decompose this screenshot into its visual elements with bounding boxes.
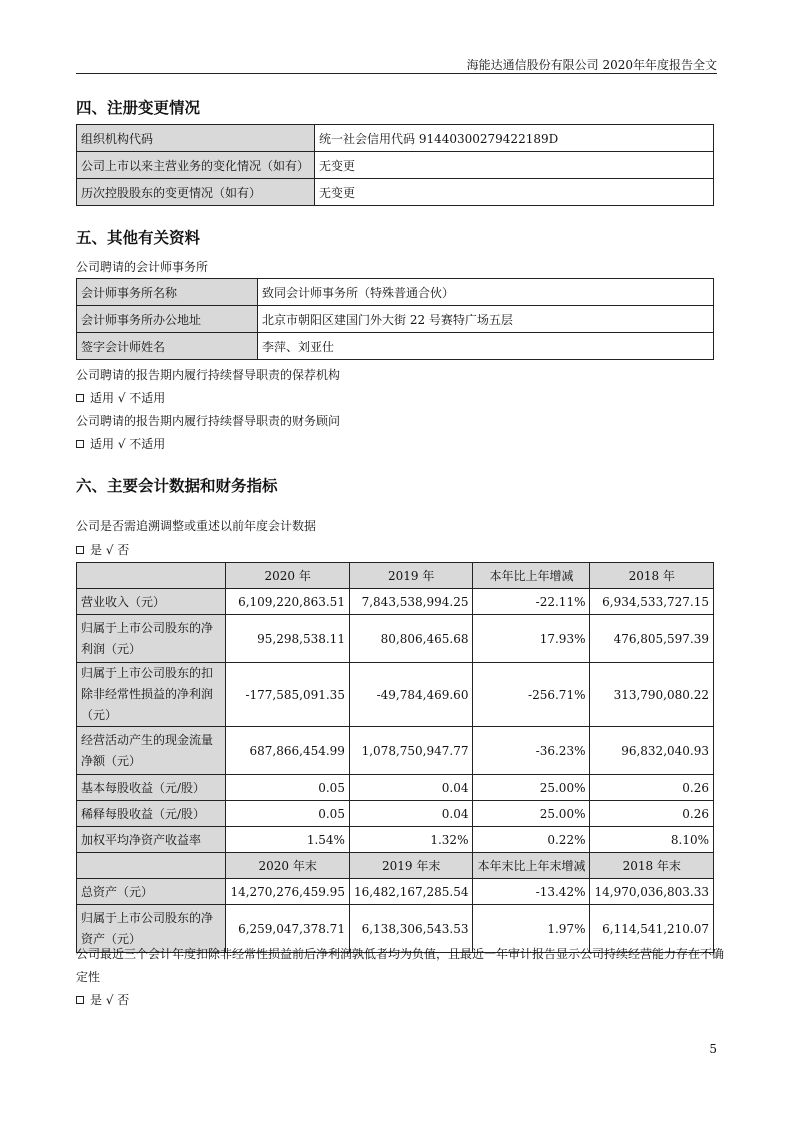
restate-question: 公司是否需追溯调整或重述以前年度会计数据 [76, 519, 317, 533]
checkbox-icon [76, 996, 84, 1004]
table-row [77, 727, 714, 775]
table-row [77, 663, 714, 727]
restate-answer [76, 541, 129, 558]
row-label: 签字会计师姓名 [77, 333, 258, 360]
header-cell: 2020 年末 [226, 853, 350, 879]
cell-change: 0.22% [473, 827, 590, 853]
header-cell: 2018 年末 [590, 853, 714, 879]
row-label: 归属于上市公司股东的扣除非经常性损益的净利润（元） [77, 663, 226, 727]
cell-change: 1.97% [473, 905, 590, 953]
cell-2018: 0.26 [590, 775, 714, 801]
header-cell [77, 853, 226, 879]
checkbox-icon [76, 546, 84, 554]
section5-title: 五、其他有关资料 [76, 229, 201, 247]
table-row [77, 827, 714, 853]
option-label: 是 √ 否 [90, 543, 130, 557]
row-value: 李萍、刘亚仕 [258, 333, 714, 360]
table-row [77, 879, 714, 905]
row-label: 加权平均净资产收益率 [77, 827, 226, 853]
going-concern-note-cont: 定性 [76, 970, 101, 984]
row-label: 经营活动产生的现金流量净额（元） [77, 727, 226, 775]
cell-2020: 1.54% [226, 827, 350, 853]
row-value: 致同会计师事务所（特殊普通合伙） [258, 279, 714, 306]
row-label: 历次控股股东的变更情况（如有） [77, 179, 315, 206]
option-label: 是 √ 否 [90, 993, 130, 1007]
cell-2018: 476,805,597.39 [590, 615, 714, 663]
cell-2019: 1,078,750,947.77 [349, 727, 473, 775]
header-rule [76, 73, 717, 74]
cell-change: -36.23% [473, 727, 590, 775]
table-row [77, 125, 714, 152]
cell-2020: 14,270,276,459.95 [226, 879, 350, 905]
checkbox-icon [76, 394, 84, 402]
cell-change: -22.11% [473, 589, 590, 615]
table-header-row [77, 563, 714, 589]
header-cell: 2019 年 [349, 563, 473, 589]
row-label: 归属于上市公司股东的净利润（元） [77, 615, 226, 663]
going-concern-answer [76, 991, 129, 1008]
cell-change: 17.93% [473, 615, 590, 663]
header-cell: 本年比上年增减 [473, 563, 590, 589]
header-cell: 2019 年末 [349, 853, 473, 879]
option-label: 适用 √ 不适用 [90, 391, 166, 405]
row-label: 归属于上市公司股东的净资产（元） [77, 905, 226, 953]
cell-change: 25.00% [473, 775, 590, 801]
header-cell: 2020 年 [226, 563, 350, 589]
table-row [77, 589, 714, 615]
cell-change: -256.71% [473, 663, 590, 727]
table-row [77, 333, 714, 360]
advisor-text: 公司聘请的报告期内履行持续督导职责的财务顾问 [76, 414, 341, 428]
cell-2020: 6,259,047,378.71 [226, 905, 350, 953]
row-label: 基本每股收益（元/股） [77, 775, 226, 801]
cell-2018: 6,114,541,210.07 [590, 905, 714, 953]
table-row [77, 775, 714, 801]
row-value: 北京市朝阳区建国门外大街 22 号赛特广场五层 [258, 306, 714, 333]
row-label: 会计师事务所名称 [77, 279, 258, 306]
cell-2020: 0.05 [226, 775, 350, 801]
table-row [77, 801, 714, 827]
header-cell: 本年末比上年末增减 [473, 853, 590, 879]
page-number: 5 [709, 1042, 717, 1056]
cell-2019: -49,784,469.60 [349, 663, 473, 727]
sponsor-text: 公司聘请的报告期内履行持续督导职责的保荐机构 [76, 368, 341, 382]
table-row [77, 306, 714, 333]
section5-intro: 公司聘请的会计师事务所 [76, 260, 209, 274]
cell-2020: -177,585,091.35 [226, 663, 350, 727]
section6-title: 六、主要会计数据和财务指标 [76, 477, 278, 495]
cell-2020: 687,866,454.99 [226, 727, 350, 775]
cell-2020: 6,109,220,863.51 [226, 589, 350, 615]
accounting-firm-table [76, 278, 714, 360]
financial-table [76, 562, 714, 953]
advisor-option [76, 435, 165, 452]
going-concern-note: 公司最近三个会计年度扣除非经常性损益前后净利润孰低者均为负值，且最近一年审计报告显示公司持续经营能力存在不确 [76, 947, 725, 961]
cell-2019: 16,482,167,285.54 [349, 879, 473, 905]
row-value: 无变更 [315, 152, 714, 179]
row-label: 总资产（元） [77, 879, 226, 905]
cell-change: -13.42% [473, 879, 590, 905]
option-label: 适用 √ 不适用 [90, 437, 166, 451]
table-header-row [77, 853, 714, 879]
cell-2019: 0.04 [349, 801, 473, 827]
cell-2020: 95,298,538.11 [226, 615, 350, 663]
cell-2018: 96,832,040.93 [590, 727, 714, 775]
checkbox-icon [76, 440, 84, 448]
header-cell: 2018 年 [590, 563, 714, 589]
row-label: 会计师事务所办公地址 [77, 306, 258, 333]
registration-table [76, 124, 714, 206]
row-label: 组织机构代码 [77, 125, 315, 152]
row-label: 营业收入（元） [77, 589, 226, 615]
table-row [77, 152, 714, 179]
page-header: 海能达通信股份有限公司 2020年年度报告全文 [466, 58, 717, 72]
row-value: 统一社会信用代码 91440300279422189D [315, 125, 714, 152]
row-label: 公司上市以来主营业务的变化情况（如有） [77, 152, 315, 179]
row-label: 稀释每股收益（元/股） [77, 801, 226, 827]
cell-2018: 6,934,533,727.15 [590, 589, 714, 615]
cell-2018: 8.10% [590, 827, 714, 853]
cell-2019: 0.04 [349, 775, 473, 801]
table-row [77, 179, 714, 206]
table-row [77, 279, 714, 306]
table-row [77, 615, 714, 663]
section4-title: 四、注册变更情况 [76, 99, 201, 117]
cell-2019: 7,843,538,994.25 [349, 589, 473, 615]
cell-change: 25.00% [473, 801, 590, 827]
cell-2019: 1.32% [349, 827, 473, 853]
cell-2018: 0.26 [590, 801, 714, 827]
cell-2019: 80,806,465.68 [349, 615, 473, 663]
row-value: 无变更 [315, 179, 714, 206]
cell-2019: 6,138,306,543.53 [349, 905, 473, 953]
cell-2018: 313,790,080.22 [590, 663, 714, 727]
cell-2018: 14,970,036,803.33 [590, 879, 714, 905]
cell-2020: 0.05 [226, 801, 350, 827]
sponsor-option [76, 389, 165, 406]
header-cell [77, 563, 226, 589]
